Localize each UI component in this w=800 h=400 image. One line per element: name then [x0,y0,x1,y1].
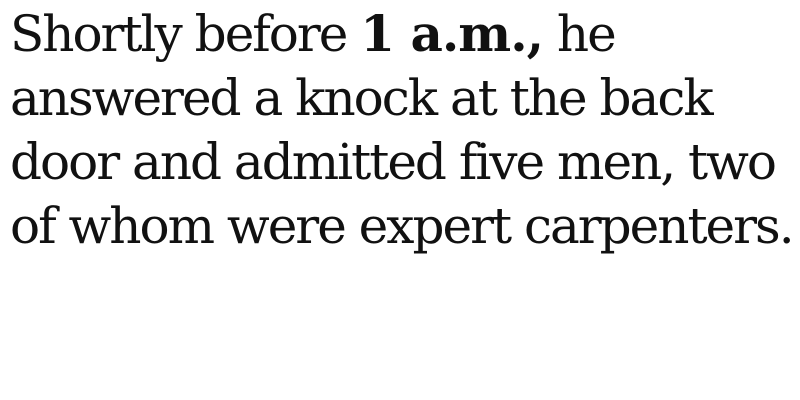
passage-line-2: answered a knock at the back [10,69,712,127]
passage-text [10,0,793,258]
line-1-lead-text: Shortly before [10,5,361,63]
line-1-tail-text: he [543,5,615,63]
passage-line-4: of whom were expert carpenters. [10,197,793,255]
emphasized-time: 1 a.m., [360,4,544,63]
passage-line-1 [10,2,790,66]
passage-line-3: door and admitted five men, two [10,133,776,191]
